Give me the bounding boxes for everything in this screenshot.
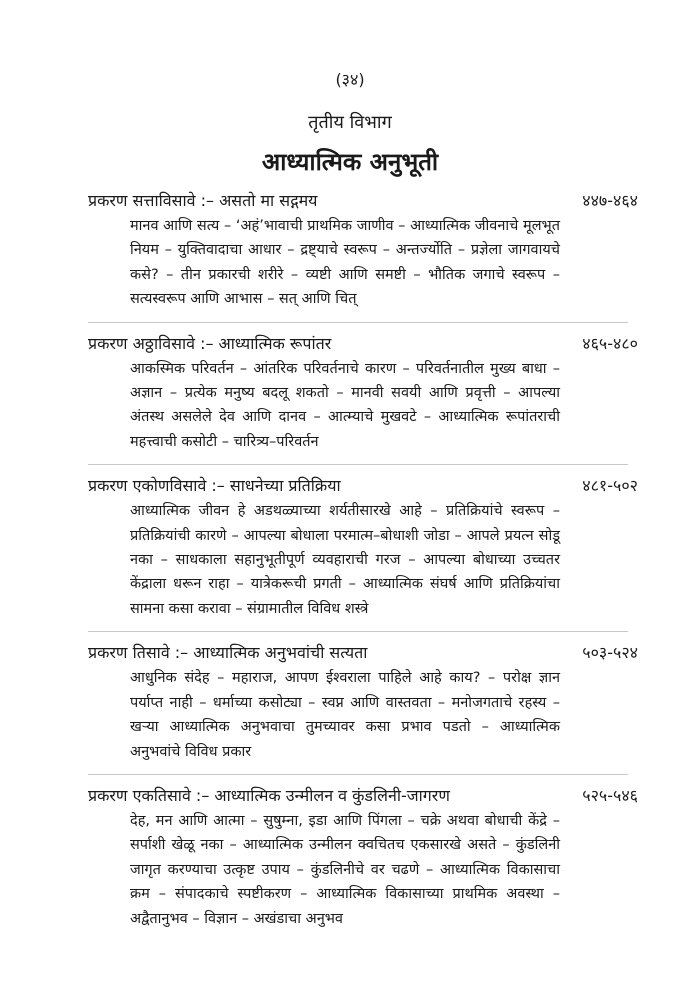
chapter-description: आध्यात्मिक जीवन हे अडथळ्याच्या शर्यतीसारखे आहे – प्रतिक्रियांचे स्वरूप – प्रतिक्रियांची कारणे – आपल्या बोधाला परमात्म–बोधाशी जोडा – आपले प्रयत्न सोडू नका – साधकाला सहानुभूतीपूर्ण व्यवहाराची गरज – आपल्या बोधाच्या उच्चतर केंद्राला धरून राहा – यात्रेकरूची प्रगती – आध्यात्मिक संघर्ष आणि प्रतिक्रियांचा सामना कसा करावा – संग्रामातील विविध शस्त्रे: [130, 503, 560, 617]
chapter-heading: प्रकरण सत्ताविसावे :– असतो मा सद्गमय: [88, 191, 318, 210]
chapter-entry: [88, 640, 638, 775]
chapter-entry: [88, 188, 638, 323]
chapter-description: आधुनिक संदेह – महाराज, आपण ईश्वराला पाहिले आहे काय? – परोक्ष ज्ञान पर्याप्त नाही – धर्माच्या कसोट्या – स्वप्न आणि वास्तवता – मनोजगताचे रहस्य – खऱ्या आध्यात्मिक अनुभवाचा तुमच्यावर कसा प्रभाव पडतो – आध्यात्मिक अनुभवांचे विविध प्रकार: [130, 670, 560, 760]
chapter-description: देह, मन आणि आत्मा – सुषुम्ना, इडा आणि पिंगला – चक्रे अथवा बोधाची केंद्रे – सर्पाशी खेळू नका – आध्यात्मिक उन्मीलन क्वचितच एकसारखे असते – कुंडलिनी जागृत करण्याचा उत्कृष्ट उपाय – कुंडलिनीचे वर चढणे – आध्यात्मिक विकासाचा क्रम – संपादकाचे स्पष्टीकरण – आध्यात्मिक विकासाच्या प्राथमिक अवस्था – अद्वैतानुभव – विज्ञान – अखंडाचा अनुभव: [130, 812, 560, 927]
chapter-heading: प्रकरण एकोणविसावे :– साधनेच्या प्रतिक्रिया: [88, 476, 341, 496]
chapter-page-range: ४४७-४६४: [582, 191, 638, 210]
chapter-page-range: ४६५-४८०: [582, 333, 638, 353]
chapter-entry: [88, 473, 638, 632]
chapter-heading: प्रकरण तिसावे :– आध्यात्मिक अनुभवांची सत्यता: [88, 643, 368, 663]
section-label: तृतीय विभाग: [308, 112, 392, 133]
chapter-description: मानव आणि सत्य – ‘अहं’भावाची प्राथमिक जाणीव – आध्यात्मिक जीवनाचे मूलभूत नियम – युक्तिवादाचा आधार – द्रष्ट्याचे स्वरूप – अन्तर्ज्योति – प्रज्ञेला जागवायचे कसे? – तीन प्रकारची शरीरे – व्यष्टी आणि समष्टी – भौतिक जगाचे स्वरूप – सत्यस्वरूप आणि आभास – सत् आणि चित्: [130, 218, 560, 308]
chapter-entry: [88, 331, 638, 466]
chapter-page-range: ५२५-५४६: [582, 785, 638, 805]
chapter-description: आकस्मिक परिवर्तन – आंतरिक परिवर्तनाचे कारण – परिवर्तनातील मुख्य बाधा – अज्ञान – प्रत्येक मनुष्य बदलू शकतो – मानवी सवयी आणि प्रवृत्ती – आपल्या अंतस्थ असलेले देव आणि दानव – आत्म्याचे मुखवटे – आध्यात्मिक रूपांतराची महत्त्वाची कसोटी – चारित्र्य–परिवर्तन: [130, 360, 560, 450]
chapter-heading: प्रकरण अठ्ठाविसावे :– आध्यात्मिक रूपांतर: [88, 333, 332, 353]
page-title: आध्यात्मिक अनुभूती: [261, 148, 439, 176]
page-number: (३४): [335, 70, 365, 89]
chapter-heading: प्रकरण एकतिसावे :– आध्यात्मिक उन्मीलन व कुंडलिनी-जागरण: [88, 785, 450, 805]
chapter-page-range: ५०३-५२४: [582, 643, 638, 663]
chapter-page-range: ४८१-५०२: [582, 476, 638, 496]
chapter-list: [88, 188, 638, 949]
chapter-entry: [88, 783, 638, 941]
